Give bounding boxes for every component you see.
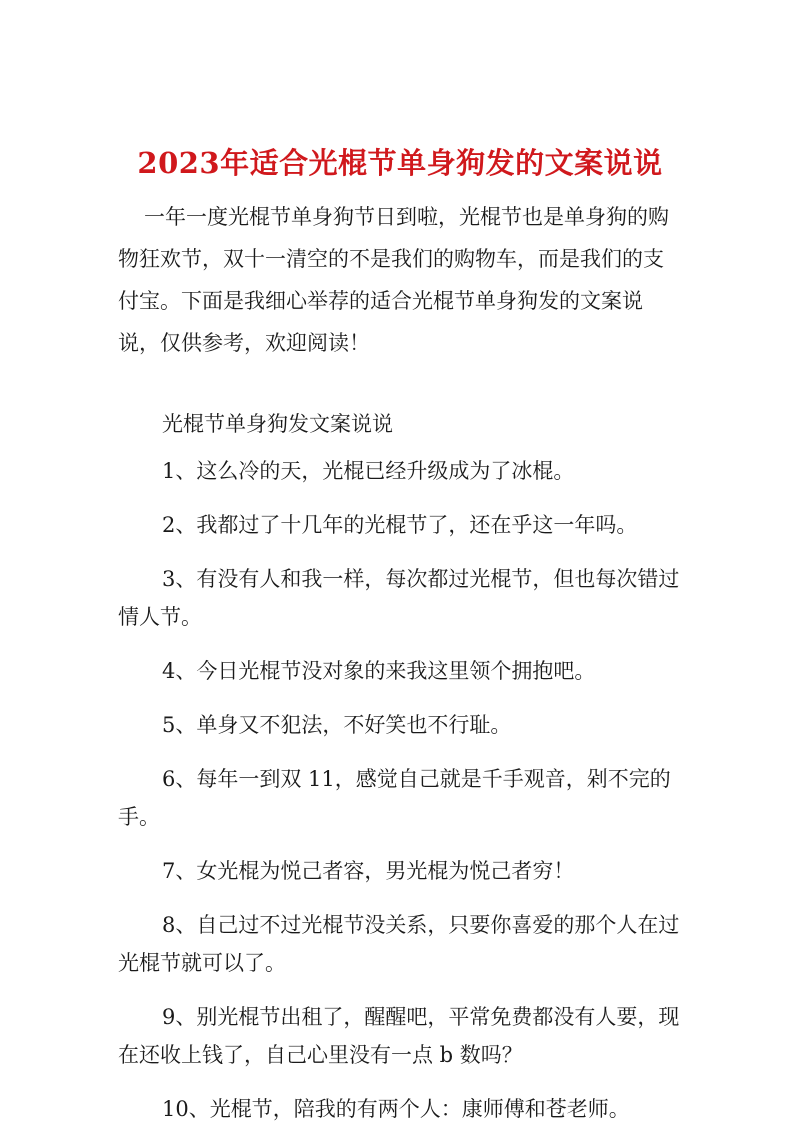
list-item: 7、女光棍为悦己者容，男光棍为悦己者穷！ bbox=[162, 859, 575, 883]
list-item: 5、单身又不犯法，不好笑也不行耻。 bbox=[162, 713, 512, 737]
list-item: 2、我都过了十几年的光棍节了，还在乎这一年吗。 bbox=[162, 513, 638, 537]
section-heading: 光棍节单身狗发文案说说 bbox=[162, 412, 393, 436]
list-item: 6、每年一到双 11，感觉自己就是千手观音，剁不完的手。 bbox=[118, 767, 671, 829]
list-item: 3、有没有人和我一样，每次都过光棍节，但也每次错过情人节。 bbox=[118, 567, 680, 629]
list-item: 1、这么冷的天，光棍已经升级成为了冰棍。 bbox=[162, 459, 575, 483]
quote-list bbox=[118, 452, 684, 1144]
intro-paragraph: 一年一度光棍节单身狗节日到啦，光棍节也是单身狗的购物狂欢节，双十一清空的不是我们的购物车，而是我们的支付宝。下面是我细心举荐的适合光棍节单身狗发的文案说说，仅供参考，欢迎阅读！ bbox=[118, 205, 669, 355]
page-title: 2023年适合光棍节单身狗发的文案说说 bbox=[137, 146, 663, 181]
list-item: 8、自己过不过光棍节没关系，只要你喜爱的那个人在过光棍节就可以了。 bbox=[118, 913, 680, 975]
list-item: 10、光棍节，陪我的有两个人：康师傅和苍老师。 bbox=[162, 1097, 630, 1121]
list-item: 4、今日光棍节没对象的来我这里领个拥抱吧。 bbox=[162, 659, 596, 683]
list-item: 9、别光棍节出租了，醒醒吧，平常免费都没有人要，现在还收上钱了，自己心里没有一点 b 数吗？ bbox=[118, 1005, 680, 1067]
